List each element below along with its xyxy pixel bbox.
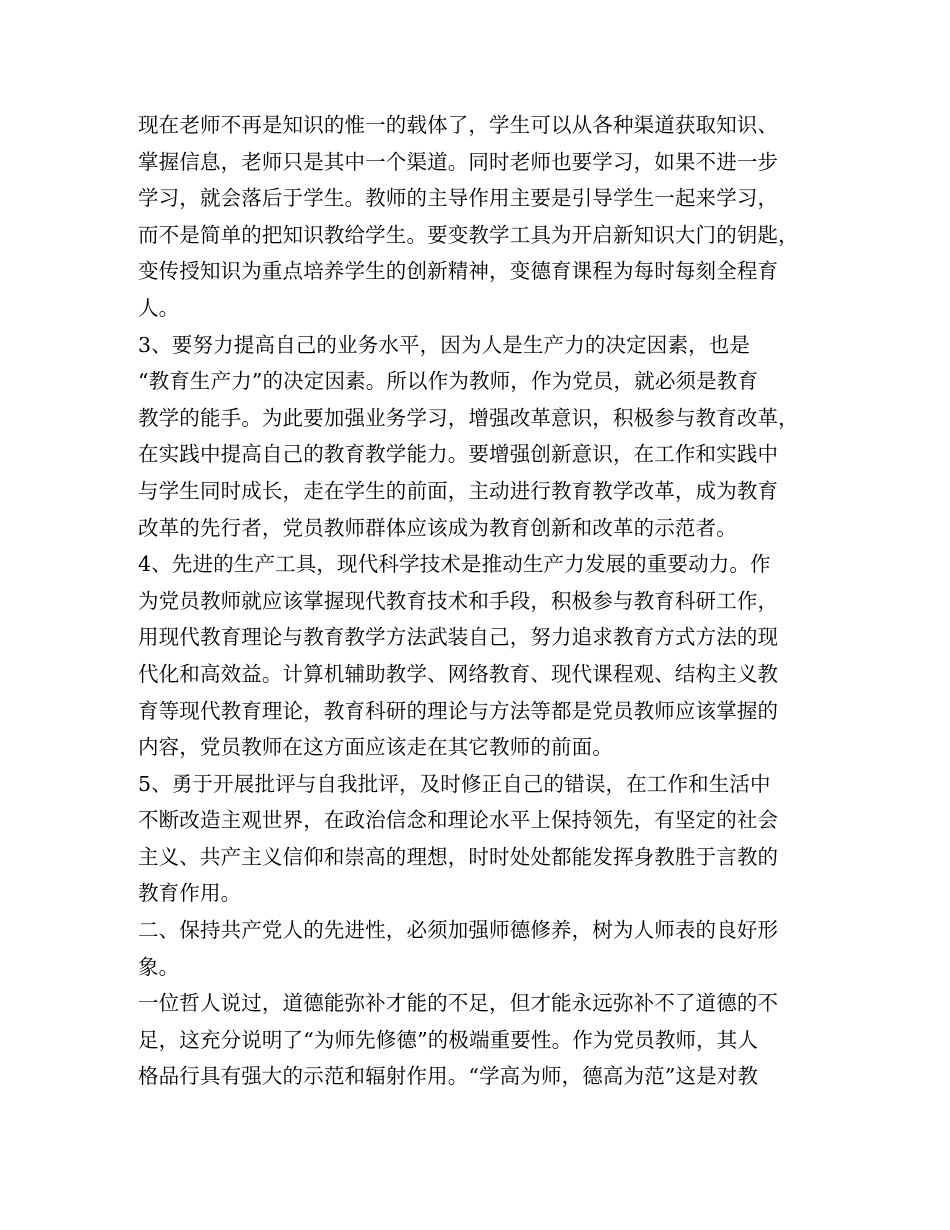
text-line: 5、勇于开展批评与自我批评，及时修正自己的错误，在工作和生活中: [138, 771, 771, 796]
text-line: 变传授知识为重点培养学生的创新精神，变德育课程为每时每刻全程育: [138, 259, 779, 284]
text-line: 主义、共产主义信仰和崇高的理想，时时处处都能发挥身教胜于言教的: [138, 844, 779, 869]
text-line: 为党员教师就应该掌握现代教育技术和手段，积极参与教育科研工作，: [138, 588, 779, 613]
text-line: 育等现代教育理论，教育科研的理论与方法等都是党员教师应该掌握的: [138, 698, 779, 723]
text-line: 教学的能手。为此要加强业务学习，增强改革意识，积极参与教育改革，: [138, 405, 799, 430]
text-line: 改革的先行者，党员教师群体应该成为教育创新和改革的示范者。: [138, 515, 737, 540]
text-line: 教育作用。: [138, 881, 242, 906]
body-text: [138, 107, 828, 1095]
text-line: “教育生产力”的决定因素。所以作为教师，作为党员，就必须是教育: [138, 369, 759, 394]
text-line: 足，这充分说明了“为师先修德”的极端重要性。作为党员教师，其人: [138, 1027, 759, 1052]
text-line: 二、保持共产党人的先进性，必须加强师德修养，树为人师表的良好形: [138, 918, 779, 943]
text-line: 在实践中提高自己的教育教学能力。要增强创新意识，在工作和实践中: [138, 442, 779, 467]
text-line: 格品行具有强大的示范和辐射作用。“学高为师，德高为范”这是对教: [138, 1064, 759, 1089]
text-line: 用现代教育理论与教育教学方法武装自己，努力追求教育方式方法的现: [138, 625, 779, 650]
text-line: 不断改造主观世界，在政治信念和理论水平上保持领先，有坚定的社会: [138, 808, 779, 833]
text-line: 象。: [138, 954, 180, 979]
text-line: 与学生同时成长，走在学生的前面，主动进行教育教学改革，成为教育: [138, 478, 779, 503]
text-line: 代化和高效益。计算机辅助教学、网络教育、现代课程观、结构主义教: [138, 661, 779, 686]
text-line: 4、先进的生产工具，现代科学技术是推动生产力发展的重要动力。作: [138, 552, 771, 577]
text-line: 一位哲人说过，道德能弥补才能的不足，但才能永远弥补不了道德的不: [138, 991, 779, 1016]
text-line: 掌握信息，老师只是其中一个渠道。同时老师也要学习，如果不进一步: [138, 149, 779, 174]
text-line: 内容，党员教师在这方面应该走在其它教师的前面。: [138, 735, 613, 760]
text-line: 现在老师不再是知识的惟一的载体了，学生可以从各种渠道获取知识、: [138, 113, 779, 137]
text-line: 学习，就会落后于学生。教师的主导作用主要是引导学生一起来学习，: [138, 186, 779, 211]
text-line: 而不是简单的把知识教给学生。要变教学工具为开启新知识大门的钥匙，: [138, 222, 799, 247]
text-line: 3、要努力提高自己的业务水平，因为人是生产力的决定因素，也是: [138, 332, 751, 357]
text-line: 人。: [138, 295, 180, 320]
